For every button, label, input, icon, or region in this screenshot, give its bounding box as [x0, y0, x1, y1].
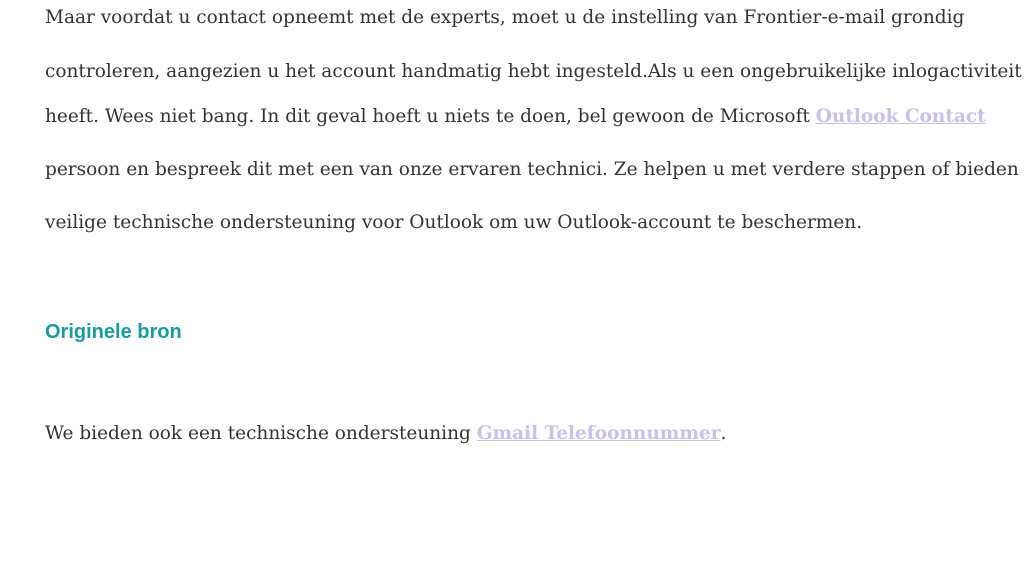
paragraph-line — [45, 425, 981, 444]
paragraph-line — [45, 106, 986, 127]
paragraph-text: We bieden ook een technische ondersteuning — [45, 423, 471, 444]
gmail-phone-link[interactable]: Gmail Telefoonnummer — [476, 423, 721, 444]
paragraph-line: Maar voordat u contact opneemt met de experts, moet u de instelling van Frontier-e-mail grondig — [45, 7, 965, 28]
paragraph-line: veilige technische ondersteuning voor Outlook om uw Outlook-account te beschermen. — [45, 212, 863, 233]
outlook-contact-link[interactable]: Outlook Contact — [815, 106, 986, 127]
paragraph-line: controleren, aangezien u het account handmatig hebt ingesteld.Als u een ongebruikelijke inlogactiviteit — [45, 61, 1022, 82]
section-heading: Originele bron — [45, 321, 182, 343]
paragraph-text: heeft. Wees niet bang. In dit geval hoeft u niets te doen, bel gewoon de Microsoft — [45, 106, 810, 127]
paragraph-line: persoon en bespreek dit met een van onze ervaren technici. Ze helpen u met verdere stappen of bieden — [45, 159, 1019, 180]
sentence-end: . — [720, 423, 727, 444]
